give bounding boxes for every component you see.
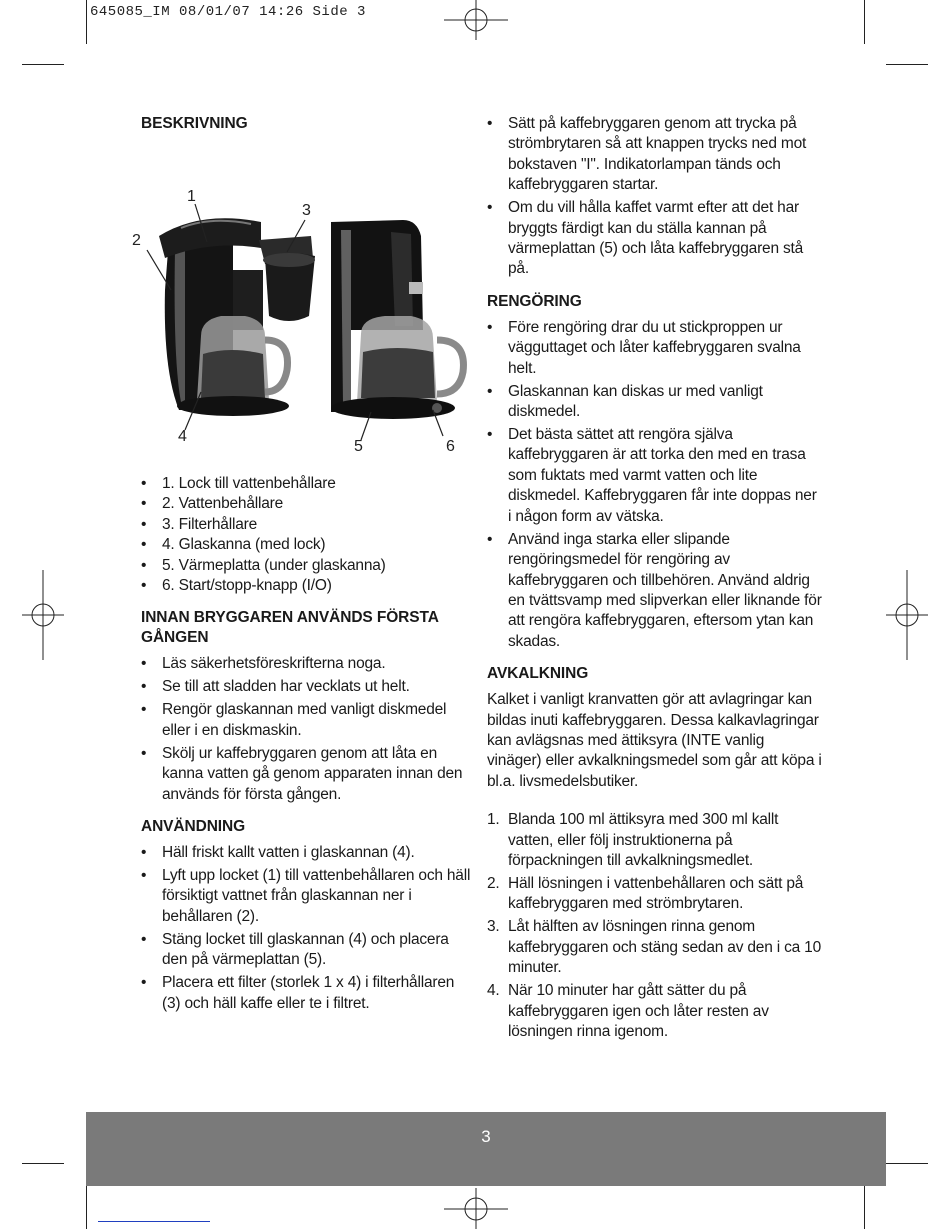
crop-mark: [86, 0, 87, 44]
list-item: • Placera ett filter (storlek 1 x 4) i filterhållaren (3) och häll kaffe eller te i filtret.: [141, 973, 471, 1014]
crop-mark: [22, 1163, 64, 1164]
part-item: • 5. Värmeplatta (under glaskanna): [141, 556, 471, 576]
descaling-intro: Kalket i vanligt kranvatten gör att avlagringar kan bildas inuti kaffebryggaren. Dessa kalkavlagringar kan avlägsnas med ättiksyra (INTE vanlig vinäger) eller avkalkningsmedel som går att köpa i bl.a. livsmedelsbutiker.: [487, 691, 822, 790]
callout-2: 2: [132, 232, 141, 249]
page-number: 3: [481, 1127, 491, 1146]
step-text: Blanda 100 ml ättiksyra med 300 ml kallt vatten, eller följ instruktionerna på förpackningen till avkalkningsmedlet.: [508, 811, 779, 869]
crop-mark: [864, 1186, 865, 1229]
list-item: • Om du vill hålla kaffet varmt efter att det har bryggts färdigt kan du ställa kannan på värmeplattan (5) och låta kaffebryggaren stå på.: [487, 198, 822, 280]
usage-heading: ANVÄNDNING: [141, 818, 246, 836]
step-item: [487, 917, 822, 978]
usage-continued-list: [487, 114, 822, 280]
descaling-steps: [487, 810, 822, 1042]
list-item: • Sätt på kaffebryggaren genom att trycka på strömbrytaren så att knappen trycks ned mot bokstaven "I". Indikatorlampan tänds och kaffebryggaren startar.: [487, 114, 822, 196]
description-heading: BESKRIVNING: [141, 115, 248, 132]
crop-mark: [864, 0, 865, 44]
step-item: [487, 981, 822, 1042]
list-item: • Det bästa sättet att rengöra själva kaffebryggaren är att torka den med en trasa som fuktats med varmt vatten och lite diskmedel. Kaffebryggaren får inte doppas ner i någon form av vätska.: [487, 425, 822, 527]
registration-mark-icon: [886, 570, 928, 660]
usage-list: [141, 843, 471, 1014]
descaling-heading: AVKALKNING: [487, 665, 589, 683]
part-item: • 6. Start/stopp-knapp (I/O): [141, 576, 471, 596]
step-number: 1.: [487, 811, 500, 829]
list-item: • Läs säkerhetsföreskrifterna noga.: [141, 654, 471, 674]
list-item: • Glaskannan kan diskas ur med vanligt diskmedel.: [487, 382, 822, 423]
left-column: [132, 114, 471, 1017]
list-item: • Använd inga starka eller slipande rengöringsmedel för rengöring av kaffebryggaren och tillbehören. Använd aldrig en tvättsvamp med slipverkan eller liknande för att rengöra kaffebryggaren, eftersom ytan kan skadas.: [487, 530, 822, 652]
registration-mark-icon: [22, 570, 64, 660]
part-item: • 2. Vattenbehållare: [141, 494, 471, 514]
crop-mark: [86, 1186, 87, 1229]
list-item: • Skölj ur kaffebryggaren genom att låta en kanna vatten gå genom apparaten innan den används för första gången.: [141, 744, 471, 805]
step-number: 2.: [487, 874, 500, 892]
first-use-list: [141, 654, 471, 805]
print-slug: 645085_IM 08/01/07 14:26 Side 3: [90, 4, 366, 20]
list-item: • Före rengöring drar du ut stickproppen ur vägguttaget och låter kaffebryggaren svalna helt.: [487, 318, 822, 379]
crop-mark: [886, 64, 928, 65]
crop-mark: [22, 64, 64, 65]
footer-band: [86, 1112, 886, 1186]
cleaning-heading: RENGÖRING: [487, 292, 582, 310]
list-item: • Häll friskt kallt vatten i glaskannan (4).: [141, 843, 471, 863]
callout-4: 4: [178, 428, 187, 445]
parts-list: [141, 474, 471, 596]
coffee-maker-illustration: [132, 140, 471, 470]
list-item: • Rengör glaskannan med vanligt diskmedel eller i en diskmaskin.: [141, 700, 471, 741]
crop-mark: [886, 1163, 928, 1164]
registration-mark-icon: [444, 0, 508, 40]
registration-mark-icon: [444, 1188, 508, 1229]
part-item: • 1. Lock till vattenbehållare: [141, 474, 471, 494]
callout-3: 3: [302, 202, 311, 219]
list-item: • Se till att sladden har vecklats ut helt.: [141, 677, 471, 697]
step-number: 4.: [487, 982, 500, 1000]
step-text: När 10 minuter har gått sätter du på kaffebryggaren igen och låter resten av lösningen rinna igenom.: [508, 982, 769, 1040]
callout-5: 5: [354, 438, 363, 455]
callout-1: 1: [187, 188, 196, 205]
part-item: • 4. Glaskanna (med lock): [141, 535, 471, 555]
cleaning-list: [487, 318, 822, 652]
step-text: Låt hälften av lösningen rinna genom kaffebryggaren och stäng sedan av den i ca 10 minuter.: [508, 918, 821, 977]
step-item: [487, 810, 822, 871]
step-number: 3.: [487, 918, 500, 936]
first-use-heading: INNAN BRYGGAREN ANVÄNDS FÖRSTA GÅNGEN: [141, 609, 439, 647]
step-text: Häll lösningen i vattenbehållaren och sätt på kaffebryggaren med strömbrytaren.: [508, 874, 804, 913]
step-item: [487, 874, 822, 915]
part-item: • 3. Filterhållare: [141, 515, 471, 535]
right-column: [487, 114, 822, 1045]
list-item: • Stäng locket till glaskannan (4) och placera den på värmeplattan (5).: [141, 930, 471, 971]
callout-6: 6: [446, 438, 455, 455]
list-item: • Lyft upp locket (1) till vattenbehållaren och häll försiktigt vattnet från glaskannan ner i behållaren (2).: [141, 866, 471, 927]
bottom-rule: [98, 1221, 210, 1222]
